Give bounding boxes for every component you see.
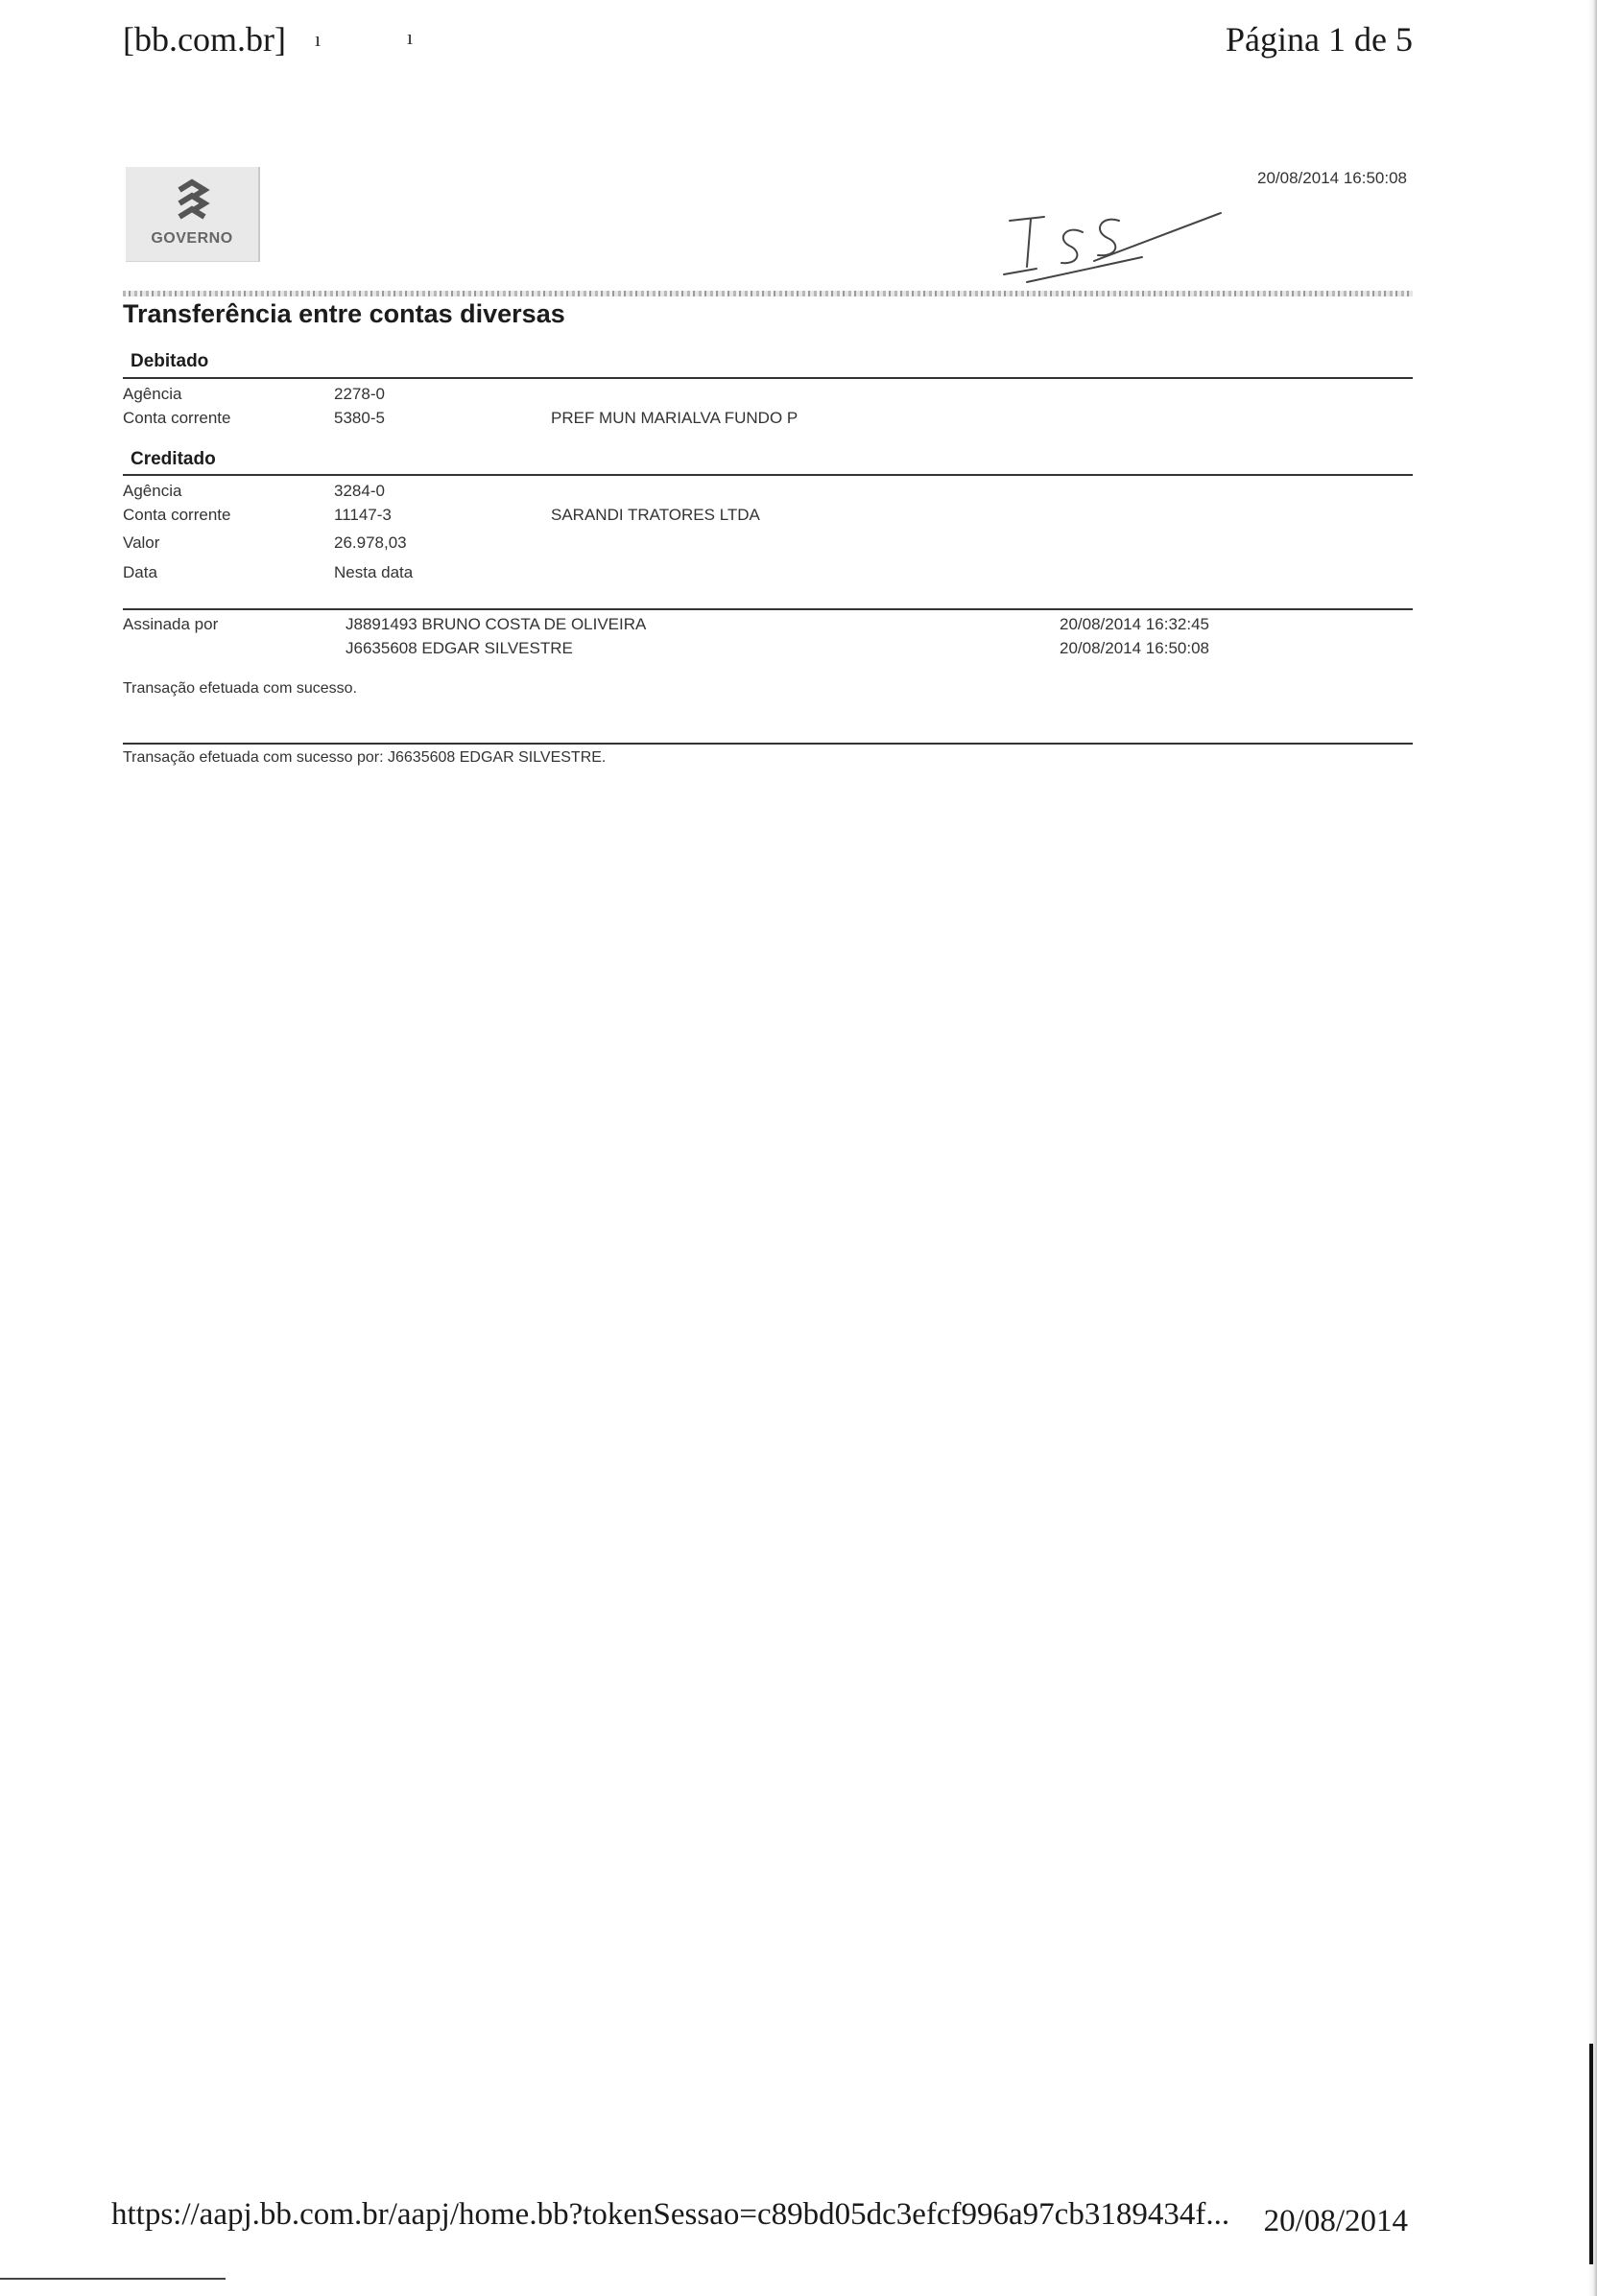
debit-titular: PREF MUN MARIALVA FUNDO P (551, 409, 798, 427)
divider (123, 743, 1413, 745)
section-creditado: Creditado (131, 449, 216, 469)
label-conta-corrente: Conta corrente (123, 409, 231, 427)
label-valor: Valor (123, 533, 160, 552)
divider (123, 377, 1413, 379)
header-mark: ı (315, 27, 322, 51)
signer-1: J8891493 BRUNO COSTA DE OLIVEIRA (346, 615, 647, 633)
footer-url: https://aapj.bb.com.br/aapj/home.bb?tokenSessao=c89bd05dc3efcf996a97cb3189434f... (111, 2197, 1230, 2232)
header-divider (123, 291, 1413, 296)
credit-agencia: 3284-0 (334, 482, 385, 500)
credit-conta: 11147-3 (334, 506, 392, 524)
debit-agencia: 2278-0 (334, 385, 385, 403)
print-timestamp: 20/08/2014 16:50:08 (1257, 169, 1407, 187)
valor: 26.978,03 (334, 533, 407, 552)
label-conta-corrente: Conta corrente (123, 506, 231, 524)
signer-2-time: 20/08/2014 16:50:08 (1060, 639, 1209, 657)
footer-date: 20/08/2014 (1263, 2204, 1408, 2238)
logo-label: GOVERNO (151, 230, 233, 247)
page-number: Página 1 de 5 (1226, 20, 1413, 59)
signer-2: J6635608 EDGAR SILVESTRE (346, 639, 573, 657)
label-data: Data (123, 563, 157, 581)
bb-logo-icon (166, 175, 218, 226)
label-agencia: Agência (123, 482, 182, 500)
scan-bottom-line (0, 2278, 226, 2280)
label-agencia: Agência (123, 385, 182, 403)
scan-edge-shadow (1587, 0, 1597, 2296)
header-mark-2: ı (407, 25, 414, 49)
header-site: [bb.com.br] (123, 20, 286, 59)
section-debitado: Debitado (131, 351, 209, 371)
status-message: Transação efetuada com sucesso. (123, 680, 357, 697)
page-title: Transferência entre contas diversas (123, 299, 565, 328)
divider (123, 474, 1413, 476)
debit-conta: 5380-5 (334, 409, 385, 427)
scan-edge-bar (1589, 2044, 1593, 2264)
label-assinada-por: Assinada por (123, 615, 219, 633)
governo-logo (126, 167, 260, 262)
data-value: Nesta data (334, 563, 414, 581)
handwritten-iss (998, 192, 1228, 288)
signer-1-time: 20/08/2014 16:32:45 (1060, 615, 1209, 633)
status-by-message: Transação efetuada com sucesso por: J6635608 EDGAR SILVESTRE. (123, 749, 607, 766)
divider (123, 608, 1413, 610)
credit-titular: SARANDI TRATORES LTDA (551, 506, 760, 524)
